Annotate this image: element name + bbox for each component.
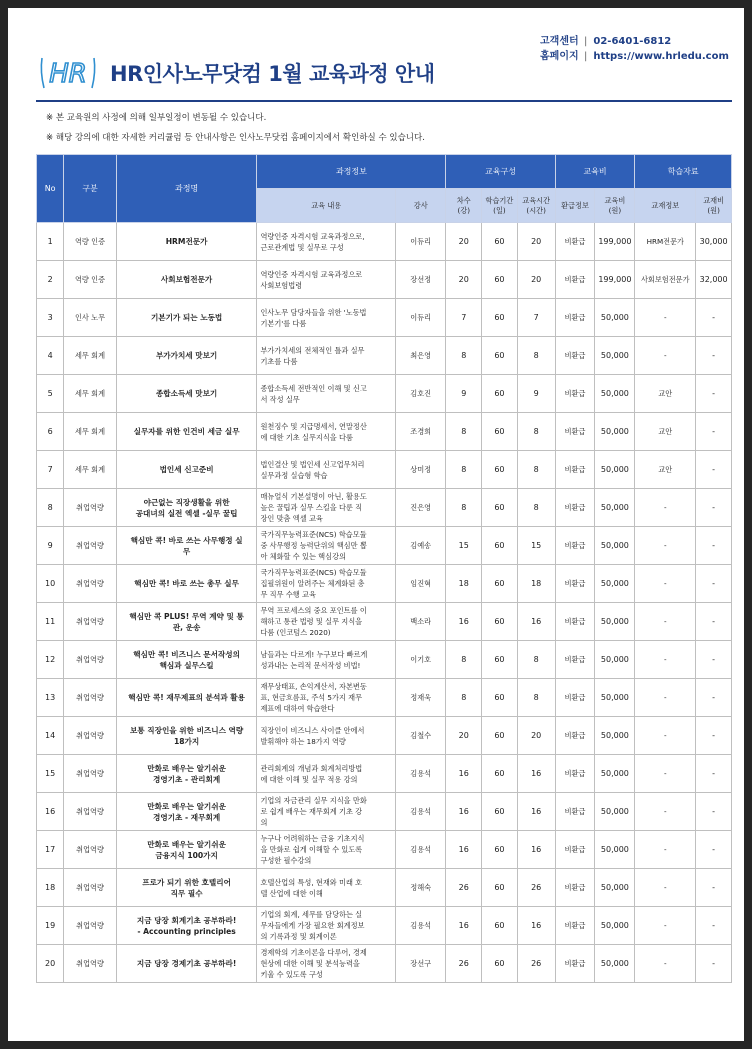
row-category: 인사 노무 [64,299,116,337]
row-no: 16 [37,793,64,831]
table-row [37,755,732,793]
row-instructor: 상미정 [396,451,446,489]
row-sessions: 8 [446,679,482,717]
row-material-info: - [635,565,696,603]
row-period: 60 [482,489,518,527]
row-content: 법인결산 및 법인세 신고업무처리 실무과정 실습형 학습 [257,451,396,489]
row-instructor: 이기호 [396,641,446,679]
row-period: 60 [482,755,518,793]
row-no: 13 [37,679,64,717]
row-sessions: 7 [446,299,482,337]
row-sessions: 8 [446,451,482,489]
contact-website-value[interactable]: https://www.hrledu.com [593,51,729,62]
row-course-name: 지금 당장 회계기초 공부하라! - Accounting principles [116,907,257,945]
notice-list [46,108,425,148]
row-hours: 20 [517,223,555,261]
row-category: 취업역량 [64,641,116,679]
row-fee: 50,000 [595,527,635,565]
row-sessions: 26 [446,945,482,983]
row-period: 60 [482,907,518,945]
row-no: 9 [37,527,64,565]
row-category: 세무 회계 [64,337,116,375]
row-no: 4 [37,337,64,375]
row-category: 취업역량 [64,793,116,831]
row-fee: 199,000 [595,223,635,261]
row-content: 기업의 회계, 세무를 담당하는 실 무자들에게 가장 필요한 회계정보 의 기록과정 및 회계이론 [257,907,396,945]
row-content: 직장인이 비즈니스 사이클 안에서 발휘해야 하는 18가지 역량 [257,717,396,755]
row-sessions: 15 [446,527,482,565]
row-hours: 8 [517,641,555,679]
row-course-name: 핵심만 콕 PLUS! 무역 계약 및 통 관, 운송 [116,603,257,641]
row-refund: 비환급 [555,641,595,679]
header-category: 구분 [64,155,116,223]
row-content: 누구나 어려워하는 금융 기초지식 을 만화로 쉽게 이해할 수 있도록 구성한 필수강의 [257,831,396,869]
row-category: 취업역량 [64,527,116,565]
row-material-fee: - [696,489,732,527]
row-material-info: 교안 [635,451,696,489]
row-course-name: 기본기가 되는 노동법 [116,299,257,337]
page-header [8,8,744,108]
contact-phone-label: 고객센터 [540,36,579,47]
row-period: 60 [482,451,518,489]
row-no: 19 [37,907,64,945]
row-instructor: 이듀리 [396,223,446,261]
row-category: 취업역량 [64,869,116,907]
row-material-fee: - [696,641,732,679]
row-category: 취업역량 [64,565,116,603]
row-fee: 50,000 [595,755,635,793]
row-material-info: - [635,831,696,869]
table-row [37,375,732,413]
row-hours: 16 [517,831,555,869]
row-material-info: HRM전문가 [635,223,696,261]
header-course-name: 과정명 [116,155,257,223]
row-refund: 비환급 [555,755,595,793]
row-category: 세무 회계 [64,375,116,413]
subheader-refund: 환급정보 [555,189,595,223]
row-material-info: - [635,679,696,717]
row-content: 부가가치세의 전체적인 틀과 실무 기초를 다룸 [257,337,396,375]
row-instructor: 김호진 [396,375,446,413]
row-hours: 8 [517,413,555,451]
row-material-info: - [635,945,696,983]
subheader-material-fee: 교재비 (원) [696,189,732,223]
row-course-name: HRM전문가 [116,223,257,261]
table-row [37,793,732,831]
row-material-info: - [635,337,696,375]
row-period: 60 [482,793,518,831]
table-row [37,945,732,983]
subheader-hours: 교육시간 (시간) [517,189,555,223]
row-material-fee: 30,000 [696,223,732,261]
row-course-name: 부가가치세 맛보기 [116,337,257,375]
row-hours: 18 [517,565,555,603]
row-material-fee: - [696,413,732,451]
row-content: 경제학의 기초이론을 다루어, 경제 현상에 대한 이해 및 분석능력을 키울 수 있도록 구성 [257,945,396,983]
row-period: 60 [482,299,518,337]
row-sessions: 20 [446,223,482,261]
row-sessions: 8 [446,489,482,527]
row-period: 60 [482,527,518,565]
row-instructor: 임진혁 [396,565,446,603]
row-material-fee: 32,000 [696,261,732,299]
header-divider [36,100,732,102]
row-content: 호텔산업의 특성, 현재와 미래 호 텔 산업에 대한 이해 [257,869,396,907]
row-fee: 50,000 [595,299,635,337]
row-category: 취업역량 [64,945,116,983]
row-period: 60 [482,261,518,299]
row-period: 60 [482,603,518,641]
row-refund: 비환급 [555,679,595,717]
row-fee: 50,000 [595,717,635,755]
row-material-fee: - [696,527,732,565]
row-material-info: - [635,299,696,337]
row-fee: 50,000 [595,451,635,489]
contact-website-label: 홈페이지 [540,51,579,62]
row-refund: 비환급 [555,451,595,489]
row-instructor: 장선정 [396,261,446,299]
row-material-fee: - [696,337,732,375]
row-sessions: 16 [446,603,482,641]
row-no: 12 [37,641,64,679]
row-refund: 비환급 [555,793,595,831]
hr-logo [36,50,100,94]
row-no: 3 [37,299,64,337]
row-sessions: 16 [446,907,482,945]
row-material-fee: - [696,679,732,717]
row-content: 기업의 자금관리 실무 지식을 만화 로 쉽게 배우는 재무회계 기초 강 의 [257,793,396,831]
row-hours: 16 [517,755,555,793]
row-hours: 16 [517,793,555,831]
row-period: 60 [482,337,518,375]
row-period: 60 [482,375,518,413]
header-composition: 교육구성 [446,155,555,189]
table-row [37,603,732,641]
row-no: 6 [37,413,64,451]
row-period: 60 [482,945,518,983]
row-course-name: 핵심만 콕! 바로 쓰는 사무행정 실 무 [116,527,257,565]
course-table [36,154,732,983]
row-material-info: - [635,755,696,793]
row-material-info: - [635,489,696,527]
table-row [37,413,732,451]
row-no: 18 [37,869,64,907]
row-refund: 비환급 [555,223,595,261]
row-period: 60 [482,641,518,679]
course-table-body [37,223,732,983]
row-content: 국가직무능력표준(NCS) 학습모듈 중 사무행정 능력단위의 핵심만 뽑 아 체화할 수 있는 핵심강의 [257,527,396,565]
row-instructor: 최은영 [396,337,446,375]
row-instructor: 장선구 [396,945,446,983]
row-material-info: 사회보험전문가 [635,261,696,299]
row-refund: 비환급 [555,527,595,565]
row-instructor: 김예송 [396,527,446,565]
row-material-info: 교안 [635,375,696,413]
row-category: 세무 회계 [64,413,116,451]
row-fee: 199,000 [595,261,635,299]
row-material-fee: - [696,755,732,793]
row-refund: 비환급 [555,261,595,299]
row-course-name: 실무자를 위한 인건비 세금 실무 [116,413,257,451]
row-material-fee: - [696,831,732,869]
subheader-sessions: 차수 (강) [446,189,482,223]
table-row [37,831,732,869]
row-fee: 50,000 [595,945,635,983]
row-category: 취업역량 [64,489,116,527]
row-fee: 50,000 [595,375,635,413]
row-no: 11 [37,603,64,641]
subheader-fee: 교육비 (원) [595,189,635,223]
row-refund: 비환급 [555,375,595,413]
contact-phone-value: 02-6401-6812 [593,36,672,47]
row-course-name: 만화로 배우는 알기쉬운 금융지식 100가지 [116,831,257,869]
row-no: 8 [37,489,64,527]
row-sessions: 16 [446,755,482,793]
table-row [37,679,732,717]
row-material-fee: - [696,565,732,603]
row-material-info: - [635,527,696,565]
row-content: 남들과는 다르게! 누구보다 빠르게 성과내는 논리적 문서작성 비법! [257,641,396,679]
row-fee: 50,000 [595,869,635,907]
row-refund: 비환급 [555,831,595,869]
table-row [37,717,732,755]
row-content: 관리회계의 개념과 회계처리방법 에 대한 이해 및 실무 적용 강의 [257,755,396,793]
row-course-name: 종합소득세 맛보기 [116,375,257,413]
row-material-info: - [635,717,696,755]
header-course-info: 과정정보 [257,155,446,189]
row-course-name: 프로가 되기 위한 호텔리어 직무 필수 [116,869,257,907]
row-material-fee: - [696,869,732,907]
row-content: 역량인증 자격시험 교육과정으로, 근로관계법 및 실무로 구성 [257,223,396,261]
row-content: 재무상태표, 손익계산서, 자본변동 표, 현금흐름표, 주석 5가지 재무 제표에 대하여 학습한다 [257,679,396,717]
row-refund: 비환급 [555,299,595,337]
contact-phone: 고객센터 | 02-6401-6812 [540,36,672,47]
row-sessions: 8 [446,337,482,375]
table-row [37,565,732,603]
row-course-name: 법인세 신고준비 [116,451,257,489]
row-instructor: 진은영 [396,489,446,527]
row-course-name: 핵심만 콕! 바로 쓰는 총무 실무 [116,565,257,603]
row-hours: 8 [517,679,555,717]
row-fee: 50,000 [595,641,635,679]
row-course-name: 만화로 배우는 알기쉬운 경영기초 - 관리회계 [116,755,257,793]
row-sessions: 18 [446,565,482,603]
contact-info [540,34,729,64]
row-instructor: 조경희 [396,413,446,451]
row-course-name: 보통 직장인을 위한 비즈니스 역량 18가지 [116,717,257,755]
header-materials: 학습자료 [635,155,732,189]
row-fee: 50,000 [595,603,635,641]
row-instructor: 김용석 [396,755,446,793]
row-hours: 9 [517,375,555,413]
row-material-fee: - [696,375,732,413]
row-period: 60 [482,223,518,261]
row-refund: 비환급 [555,413,595,451]
logo-text: HR [49,59,87,89]
row-course-name: 지금 당장 경제기초 공부하라! [116,945,257,983]
row-period: 60 [482,413,518,451]
row-sessions: 8 [446,641,482,679]
row-instructor: 정해숙 [396,869,446,907]
row-content: 매뉴얼식 기본설명이 아닌, 활용도 높은 꿀팁과 실무 스킬을 다룬 직 장인 맞춤 엑셀 교육 [257,489,396,527]
row-refund: 비환급 [555,907,595,945]
contact-website: 홈페이지 | https://www.hrledu.com [540,51,729,62]
row-no: 20 [37,945,64,983]
row-hours: 7 [517,299,555,337]
row-refund: 비환급 [555,565,595,603]
row-fee: 50,000 [595,489,635,527]
row-fee: 50,000 [595,831,635,869]
row-refund: 비환급 [555,603,595,641]
table-row [37,223,732,261]
row-no: 5 [37,375,64,413]
row-sessions: 9 [446,375,482,413]
row-sessions: 20 [446,261,482,299]
subheader-period: 학습기간 (일) [482,189,518,223]
document-page [8,8,744,1041]
row-material-info: - [635,793,696,831]
row-material-fee: - [696,945,732,983]
row-material-info: - [635,641,696,679]
table-row [37,527,732,565]
row-no: 15 [37,755,64,793]
row-category: 세무 회계 [64,451,116,489]
row-material-fee: - [696,603,732,641]
row-no: 1 [37,223,64,261]
row-material-fee: - [696,299,732,337]
table-row [37,299,732,337]
row-no: 10 [37,565,64,603]
row-refund: 비환급 [555,337,595,375]
row-instructor: 이듀리 [396,299,446,337]
row-hours: 20 [517,717,555,755]
row-fee: 50,000 [595,413,635,451]
table-row [37,489,732,527]
row-content: 원천징수 및 지급명세서, 연말정산 에 대한 기초 실무지식을 다룸 [257,413,396,451]
notice-item: ※ 본 교육원의 사정에 의해 일부일정이 변동될 수 있습니다. [46,113,267,123]
table-row [37,869,732,907]
row-material-fee: - [696,451,732,489]
header-fee: 교육비 [555,155,635,189]
row-course-name: 만화로 배우는 알기쉬운 경영기초 - 재무회계 [116,793,257,831]
row-category: 역량 인증 [64,223,116,261]
table-row [37,261,732,299]
table-row [37,641,732,679]
table-row [37,451,732,489]
row-sessions: 26 [446,869,482,907]
row-fee: 50,000 [595,565,635,603]
row-content: 종합소득세 전반적인 이해 및 신고 서 작성 실무 [257,375,396,413]
row-course-name: 야근없는 직장생활을 위한 공대녀의 실전 엑셀 -실무 꿀팁 [116,489,257,527]
row-material-fee: - [696,717,732,755]
row-period: 60 [482,717,518,755]
row-refund: 비환급 [555,869,595,907]
row-instructor: 김용석 [396,907,446,945]
row-sessions: 20 [446,717,482,755]
row-period: 60 [482,565,518,603]
row-instructor: 백소라 [396,603,446,641]
row-hours: 26 [517,945,555,983]
row-no: 14 [37,717,64,755]
page-title: HR인사노무닷컴 1월 교육과정 안내 [110,62,435,86]
row-no: 7 [37,451,64,489]
row-no: 2 [37,261,64,299]
row-fee: 50,000 [595,337,635,375]
row-period: 60 [482,869,518,907]
row-sessions: 8 [446,413,482,451]
row-hours: 16 [517,603,555,641]
row-hours: 26 [517,869,555,907]
row-content: 국가직무능력표준(NCS) 학습모듈 집필위원이 알려주는 체계화된 총 무 직무 수행 교육 [257,565,396,603]
row-fee: 50,000 [595,679,635,717]
row-material-fee: - [696,793,732,831]
row-period: 60 [482,679,518,717]
row-material-fee: - [696,907,732,945]
row-category: 취업역량 [64,717,116,755]
row-content: 인사노무 담당자들을 위한 '노동법 기본기'를 다룸 [257,299,396,337]
subheader-instructor: 강사 [396,189,446,223]
row-category: 취업역량 [64,603,116,641]
row-fee: 50,000 [595,793,635,831]
row-category: 취업역량 [64,755,116,793]
subheader-material-info: 교재정보 [635,189,696,223]
row-hours: 8 [517,451,555,489]
row-course-name: 사회보험전문가 [116,261,257,299]
row-material-info: - [635,907,696,945]
row-period: 60 [482,831,518,869]
row-sessions: 16 [446,793,482,831]
row-refund: 비환급 [555,489,595,527]
row-course-name: 핵심만 콕! 재무제표의 분석과 활용 [116,679,257,717]
row-content: 역량인증 자격시험 교육과정으로 사회보험법령 [257,261,396,299]
row-refund: 비환급 [555,717,595,755]
row-material-info: - [635,603,696,641]
row-instructor: 김용석 [396,831,446,869]
row-instructor: 김용석 [396,793,446,831]
row-hours: 15 [517,527,555,565]
row-category: 역량 인증 [64,261,116,299]
row-no: 17 [37,831,64,869]
row-sessions: 16 [446,831,482,869]
row-material-info: 교안 [635,413,696,451]
row-fee: 50,000 [595,907,635,945]
row-hours: 8 [517,337,555,375]
row-category: 취업역량 [64,831,116,869]
row-hours: 16 [517,907,555,945]
row-instructor: 김철수 [396,717,446,755]
row-hours: 20 [517,261,555,299]
row-category: 취업역량 [64,907,116,945]
subheader-content: 교육 내용 [257,189,396,223]
table-row [37,907,732,945]
notice-item: ※ 해당 강의에 대한 자세한 커리큘럼 등 안내사항은 인사노무닷컴 홈페이지에서 확인하실 수 있습니다. [46,133,425,143]
row-material-info: - [635,869,696,907]
row-category: 취업역량 [64,679,116,717]
row-content: 무역 프로세스의 중요 포인트를 이 해하고 통관 법령 및 실무 지식을 다룸 (인코텀스 2020) [257,603,396,641]
row-refund: 비환급 [555,945,595,983]
row-hours: 8 [517,489,555,527]
row-course-name: 핵심만 콕! 비즈니스 문서작성의 핵심과 실무스킬 [116,641,257,679]
header-no: No [37,155,64,223]
table-row [37,337,732,375]
row-instructor: 정재욱 [396,679,446,717]
